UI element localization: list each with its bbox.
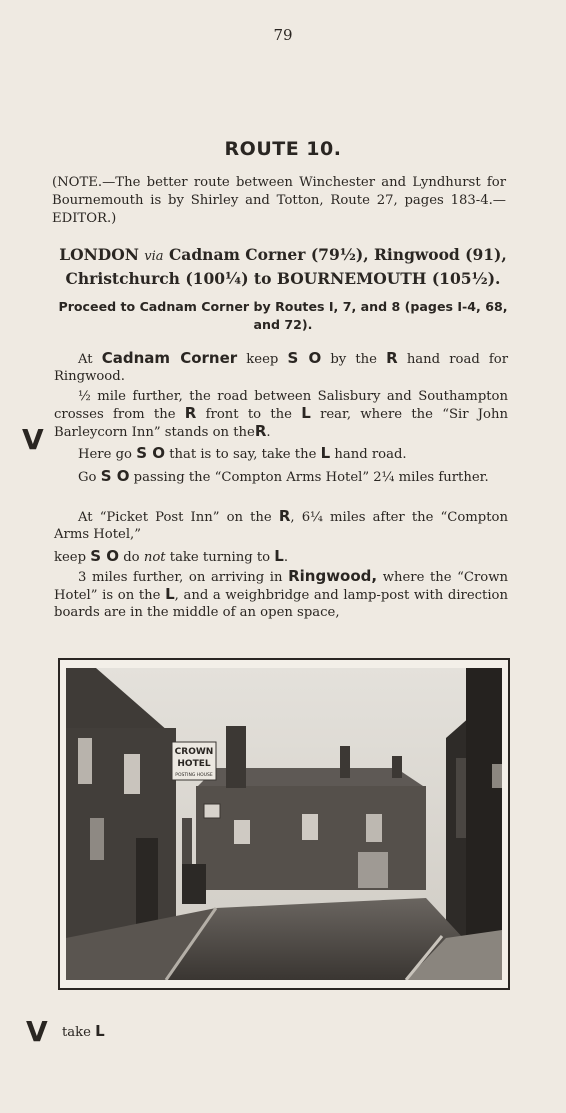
right-sign: R <box>254 422 267 440</box>
svg-text:CROWN: CROWN <box>174 747 214 757</box>
margin-mark-v: V <box>22 423 44 456</box>
straight-on-sign: S O <box>287 349 322 367</box>
right-sign: R <box>386 349 398 367</box>
street-scene-illustration <box>66 668 502 980</box>
left-sign: L <box>165 585 175 603</box>
paragraph-keep-straight: keep S O do not take turning to L. <box>54 547 289 565</box>
paragraph-barleycorn: ½ mile further, the road between Salisbury and Southampton crosses from the R front to the L rear, where the “Sir John Barleycorn Inn” stands on theR. <box>54 389 508 440</box>
left-sign: L <box>320 444 331 462</box>
heading-line1-rest: Cadnam Corner (79½), Ringwood (91), <box>168 245 507 264</box>
right-sign: R <box>184 404 197 422</box>
place-cadnam-corner: Cadnam Corner <box>101 349 238 367</box>
left-sign: L <box>274 547 284 565</box>
heading-via: via <box>144 249 164 264</box>
straight-on-sign: S O <box>100 467 130 485</box>
straight-on-sign: S O <box>90 547 120 565</box>
left-sign: L <box>95 1022 105 1040</box>
page-number: 79 <box>273 26 293 44</box>
footer-instruction: take L <box>62 1022 105 1040</box>
svg-text:POSTING HOUSE: POSTING HOUSE <box>175 773 213 778</box>
proceed-instruction: Proceed to Cadnam Corner by Routes I, 7, and 8 (pages I-4, 68, and 72). <box>58 299 508 332</box>
photograph-crown-hotel-ringwood <box>66 668 502 980</box>
heading-line2: Christchurch (100¼) to BOURNEMOUTH (105½). <box>65 269 501 288</box>
svg-text:HOTEL: HOTEL <box>177 759 211 769</box>
right-sign: R <box>278 507 291 525</box>
margin-mark-v-bottom: V <box>26 1015 48 1048</box>
route-heading <box>44 244 522 290</box>
straight-on-sign: S O <box>136 444 165 462</box>
crown-hotel-sign <box>172 742 216 780</box>
route-title: ROUTE 10. <box>224 138 342 160</box>
place-ringwood: Ringwood, <box>288 567 378 585</box>
paragraph-picket-post: At “Picket Post Inn” on the R, 6¼ miles after the “Compton Arms Hotel,” <box>54 507 508 542</box>
heading-london: LONDON <box>59 245 139 264</box>
left-sign: L <box>301 404 311 422</box>
paragraph-ringwood: 3 miles further, on arriving in Ringwood, where the “Crown Hotel” is on the L, and a weighbridge and lamp-post with direction boards are in the middle of an open space, <box>54 567 508 620</box>
paragraph-cadnam: At Cadnam Corner keep S O by the R hand road for Ringwood. <box>54 349 509 384</box>
paragraph-here-go: Here go S O that is to say, take the L hand road. <box>78 444 407 462</box>
paragraph-compton: Go S O passing the “Compton Arms Hotel” 2¼ miles further. <box>78 467 489 485</box>
editor-note: (NOTE.—The better route between Winchester and Lyndhurst for Bournemouth is by Shirley and Totton, Route 27, pages 183-4.—EDITOR.) <box>52 175 506 226</box>
photograph-frame <box>58 658 510 990</box>
